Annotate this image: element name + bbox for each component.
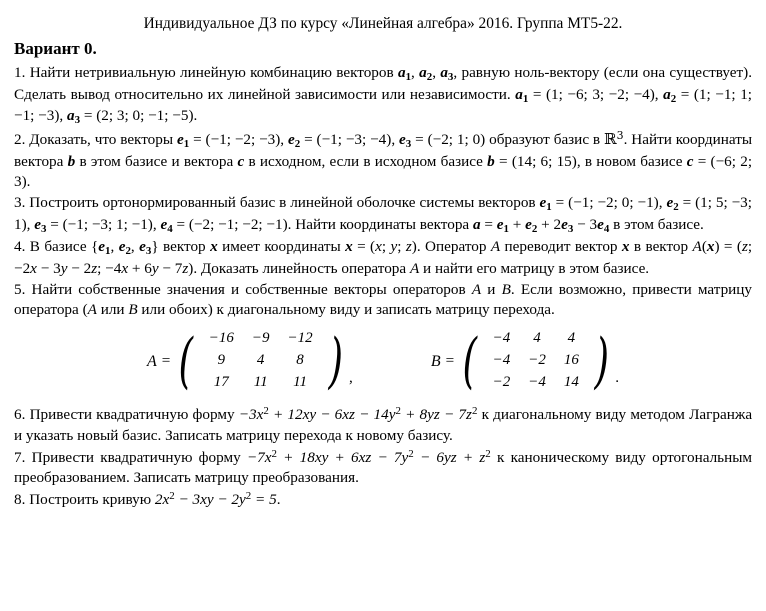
operator-a-apply: A — [692, 238, 702, 256]
task-5-part7: матрицу перехода. — [435, 301, 555, 319]
operator-a-symbol-3: A — [409, 259, 420, 277]
task-3-e2-value: = (1; 5; −3; 1), — [14, 194, 752, 233]
task-7-formula: $-7x^2 + 18xy + 6xz - 7y^2 - 6yz + z^2$ — [246, 447, 491, 466]
matrix-b-label: B — [430, 352, 441, 370]
task-4-paragraph: 4. В базисе {$e_1$, $e_2$, $e_3$} вектор x имеет координаты x = (x; y; z). Оператор A переводит вектор x в вектор A(x) = (z; −2x − 3y − 2z; −4x + 6y − 7z). Доказать линейность оператора A и найти его матрицу в этом базисе. — [14, 238, 753, 277]
vector-e3-symbol: $e_3$ — [399, 130, 412, 151]
task-8-paragraph — [14, 489, 752, 510]
matrix-a-cell: 11 — [293, 374, 307, 391]
task-2-part5: в исходном, если в — [248, 152, 371, 170]
vector-a3-symbol: $a_3$ — [440, 64, 454, 84]
vector-x-symbol: x — [210, 238, 218, 256]
vector-e4-symbol-t3: $e_4$ — [160, 215, 173, 235]
operator-a-symbol-t5: A — [471, 281, 482, 299]
variant-heading: Вариант 0. — [14, 39, 97, 59]
task-4-part9: и найти его матрицу в этом базисе. — [423, 259, 650, 277]
vector-c-symbol-2: c — [686, 152, 694, 170]
task-2-c-value: = (−6; 2; 3). — [14, 152, 753, 190]
vector-e4-term: $e_4$ — [597, 215, 610, 235]
task-2-part6: исходном базисе — [374, 152, 483, 170]
task-3-e4-value: = (−2; −1; −2; −1). — [176, 215, 292, 233]
task-5-part4: привести матрицу оператора ( — [14, 281, 753, 319]
matrix-a-cell: 17 — [213, 374, 229, 391]
operator-a-symbol-t5b: A — [87, 301, 97, 319]
vector-b-symbol: b — [67, 152, 76, 170]
task-3-e3-value: = (−1; −3; 1; −1), — [50, 215, 157, 233]
task-3-e1-value: = (−1; −2; 0; −1), — [555, 194, 663, 211]
matrix-b-cell: 4 — [567, 330, 576, 347]
vector-a-expression: a — [472, 215, 481, 233]
matrix-a-label: A — [146, 352, 157, 370]
task-4-part5: переводит — [504, 238, 571, 256]
task-1-mid: , равную ноль-вектору (если она существует). Сделать вывод относительно их линейной зависимости или независимости. — [14, 64, 753, 103]
vector-e1-term: $e_1$ — [496, 215, 509, 235]
matrix-a-cell: −16 — [208, 330, 234, 347]
task-2-b-value: = (14; 6; 15), в новом базисе — [499, 152, 683, 170]
task-1-a3-value: = (2; 3; 0; −1; −5). — [83, 107, 198, 125]
vector-a3-symbol-2: $a_3$ — [67, 107, 81, 127]
task-7-part1: 7. Привести квадратичную форму — [14, 448, 241, 466]
matrix-b-left-paren: ( — [462, 325, 478, 396]
matrix-a-cell: −12 — [287, 330, 313, 347]
task-2-e1-value: = (−1; −2; −3), — [193, 130, 285, 148]
matrices-row — [14, 325, 752, 396]
task-6-part4: базису. — [407, 426, 453, 444]
task-7-part3: виду ортогональным преобразованием. Записать матрицу преобразования. — [14, 448, 753, 487]
matrix-b-grid — [482, 328, 590, 394]
vector-a1-symbol-2: $a_1$ — [515, 85, 529, 105]
matrix-b-cell: −2 — [528, 352, 546, 369]
matrix-b-cell: 16 — [563, 352, 579, 369]
matrix-b-block — [430, 325, 620, 396]
matrix-b-right-paren: ) — [594, 325, 609, 396]
task-4-part1: 4. В базисе — [14, 238, 87, 256]
task-5-part3: . Если возможно, — [510, 281, 627, 299]
basis-e2: $e_2$ — [118, 238, 131, 258]
vector-c-symbol: c — [237, 152, 245, 170]
operator-b-symbol-t5b: B — [128, 301, 138, 319]
matrix-a-cell: −9 — [251, 330, 270, 347]
task-2-e3-value: = (−2; 1; 0) образуют — [415, 130, 550, 148]
task-8-part2: . — [276, 491, 281, 509]
task-2-part4: в этом базисе и вектора — [79, 152, 234, 170]
task-6-formula: $-3x^2 + 12xy - 6xz - 14y^2 + 8yz - 7z^2$ — [238, 405, 478, 424]
task-8-formula: $2x^2 - 3xy - 2y^2 = 5$ — [154, 490, 277, 509]
operator-a-symbol: A — [490, 238, 501, 256]
task-1-a1-value: = (1; −6; 3; −2; −4), — [532, 85, 659, 103]
task-7-part2: к каноническому — [496, 448, 610, 466]
task-5-part5: или — [100, 301, 125, 319]
task-6-paragraph — [14, 404, 752, 445]
vector-x-symbol-3: x — [621, 238, 630, 256]
matrix-b-trailing: . — [615, 369, 620, 387]
task-7-paragraph — [14, 447, 752, 488]
matrix-b-cell: 4 — [533, 330, 541, 347]
task-4-part8: . Доказать линейность оператора — [193, 259, 407, 277]
vector-e2-symbol-t3: $e_2$ — [666, 194, 679, 214]
vector-e1-symbol-t3: $e_1$ — [539, 194, 552, 214]
matrix-a-grid — [198, 328, 324, 394]
matrix-a-trailing: , — [349, 369, 353, 387]
vector-a1-symbol: $a_1$ — [397, 64, 412, 84]
task-1-paragraph: 1. Найти нетривиальную линейную комбинацию векторов $a_1$, $a_2$, $a_3$, равную ноль-вектору (если она существует). Сделать вывод относительно их линейной зависимости или независимости. $a_1 = (1$; −6; 3; −2; −4), $a_2 = (1$; −1; 1; −1; −3), $a_3 = (2$; 3; 0; −1; −5). — [14, 64, 753, 127]
task-1-lead: 1. Найти нетривиальную линейную комбинацию векторов — [14, 64, 394, 82]
matrix-b-cell: 14 — [563, 374, 579, 391]
task-6-part2: к диагональному — [481, 406, 592, 424]
matrix-b-cell: −4 — [492, 352, 511, 369]
vector-x-symbol-2: x — [345, 238, 353, 256]
document-title: Индивидуальное ДЗ по курсу «Линейная алгебра» 2016. Группа МТ5-22. — [143, 15, 623, 32]
vector-e3-term: $e_3$ — [561, 215, 574, 235]
task-3-part3: в этом базисе. — [613, 215, 704, 233]
matrix-a-equals: = — [161, 352, 171, 370]
field-r-symbol: ℝ$^3$ — [604, 128, 624, 148]
task-4-part4: . Оператор — [416, 238, 487, 256]
task-4-part6: вектор — [574, 238, 618, 256]
matrix-a-cell: 11 — [253, 374, 268, 391]
task-4-part7: в вектор — [633, 238, 689, 256]
matrix-a-cell: 9 — [217, 352, 226, 369]
matrix-b-cell: −4 — [528, 374, 546, 391]
vector-e1-symbol: $e_1$ — [176, 130, 190, 151]
basis-e3: $e_3$ — [139, 238, 152, 258]
task-2-part1: 2. Доказать, что векторы — [14, 130, 174, 148]
vector-a2-symbol: $a_2$ — [419, 64, 433, 84]
task-2-paragraph — [14, 129, 752, 192]
vector-e2-symbol: $e_2$ — [288, 130, 301, 151]
basis-e1: $e_1$ — [98, 238, 111, 258]
matrix-b-cell: −4 — [492, 330, 511, 347]
task-6-part1: 6. Привести квадратичную форму — [14, 406, 235, 424]
task-3-part2: Найти координаты вектора — [295, 215, 470, 233]
task-2-part2: базис в — [553, 130, 601, 148]
matrix-a-block — [146, 325, 353, 396]
task-2-part3: . Найти координаты вектора — [14, 130, 753, 170]
matrix-a-right-paren: ) — [328, 325, 343, 396]
task-2-e2-value: = (−1; −3; −4), — [304, 130, 396, 148]
task-1-a2-value: = (1; −1; 1; −1; −3), — [14, 85, 753, 125]
matrix-a-left-paren: ( — [178, 325, 194, 396]
vector-b-symbol-2: b — [487, 152, 495, 170]
task-5-part2: и — [487, 281, 496, 299]
task-8-part1: 8. Построить кривую — [14, 491, 152, 509]
task-6-part3: виду методом Лагранжа и указать новый базис. Записать матрицу перехода к новому — [14, 406, 753, 444]
vector-a2-symbol-2: $a_2$ — [663, 85, 677, 105]
vector-e3-symbol-t3: $e_3$ — [34, 215, 47, 235]
matrix-a-cell: 4 — [256, 352, 265, 369]
matrix-b-cell: −2 — [492, 374, 511, 391]
task-5-part6: или обоих) к диагональному виду и записать — [141, 301, 432, 319]
task-5-paragraph — [14, 280, 752, 320]
matrix-b-equals: = — [445, 352, 455, 370]
task-4-part2: вектор — [163, 238, 206, 256]
operator-b-symbol-t5: B — [501, 281, 511, 299]
matrix-a-cell: 8 — [296, 352, 304, 369]
vector-e2-term: $e_2$ — [525, 215, 538, 235]
task-5-part1: 5. Найти собственные значения и собственные векторы операторов — [14, 281, 466, 299]
task-3-paragraph: 3. Построить ортонормированный базис в линейной оболочке системы векторов $e_1 = (-1$; −2; 0; −1), $e_2 = (1$; 5; −3; 1), $e_3 = (-1$; −3; 1; −1), $e_4 = (-2$; −1; −2; −1). Найти координаты вектора $a = e_1 + e_2 + 2e_3 - 3e_4$ в этом базисе. — [14, 194, 752, 235]
task-3-part1: 3. Построить ортонормированный базис в линейной оболочке системы векторов — [14, 194, 536, 211]
task-4-part3: имеет координаты — [222, 238, 341, 256]
